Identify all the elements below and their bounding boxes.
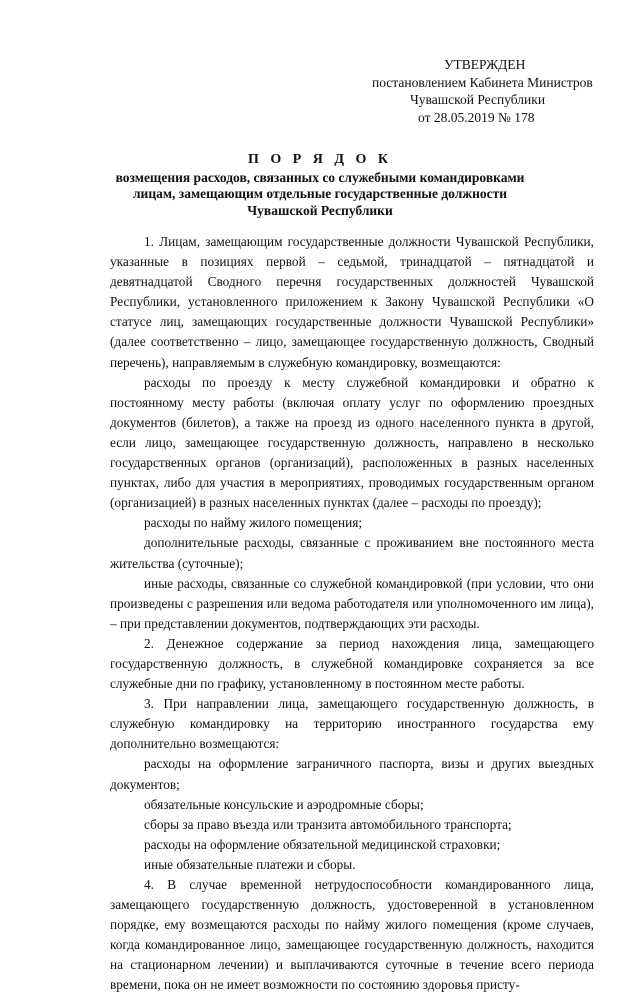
paragraph-passport-visa: расходы на оформление заграничного паспорта, визы и других выездных документов;	[110, 756, 594, 792]
approval-line-republic: Чувашской Республики	[410, 92, 546, 107]
paragraph-4: 4. В случае временной нетрудоспособности командированного лица, замещающего государственную должность, удостоверенной в установленном порядке, ему возмещаются расходы по найму жилого помещения (кроме случаев, когда командированное лицо, замещающее государственную должность, находится на стационарном лечении) и выплачиваются суточные в течение всего периода времени, пока он не имеет возможности по состоянию здоровья присту-	[110, 877, 594, 993]
paragraph-daily-allowance: дополнительные расходы, связанные с проживанием вне постоянного места жительства (суточные);	[110, 535, 594, 571]
approval-line-date-number: от 28.05.2019 № 178	[418, 109, 535, 125]
paragraph-2: 2. Денежное содержание за период нахождения лица, замещающего государственную должность, в служебной командировке сохраняется за все служебные дни по графику, установленному в постоянном месте работы.	[110, 635, 594, 692]
approval-title: УТВЕРЖДЕН	[444, 57, 526, 72]
paragraph-travel-expenses: расходы по проезду к месту служебной командировки и обратно к постоянному месту работы (включая оплату услуг по оформлению проездных документов (билетов), а также на проезд из одного населенного пункта в другой, если лицо, замещающее государственную должность, направлено в несколько государственных органов (организаций), расположенных в разных населенных пунктах, либо для участия в мероприятиях, проводимых государственным органом (организацией) в разных населенных пунктах (далее – расходы по проезду);	[110, 374, 594, 511]
heading-line-2: лицам, замещающим отдельные государственные должности	[132, 186, 508, 201]
paragraph-1: 1. Лицам, замещающим государственные должности Чувашской Республики, указанные в позициях первой – седьмой, тринадцатой – пятнадцатой и девятнадцатой Сводного перечня государственных должностей Чувашской Республики, установленного приложением к Закону Чувашской Республики «О статусе лиц, замещающих государственные должности Чувашской Республики» (далее соответственно – лицо, замещающее государственную должность, Сводный перечень), направляемым в служебную командировку, возмещаются:	[110, 234, 594, 370]
paragraph-3: 3. При направлении лица, замещающего государственную должность, в служебную командировку на территорию иностранного государства ему дополнительно возмещаются:	[110, 696, 594, 752]
paragraph-consular-fees: обязательные консульские и аэродромные сборы;	[144, 796, 424, 812]
approval-line-authority: постановлением Кабинета Министров	[372, 74, 593, 90]
paragraph-medical-insurance: расходы на оформление обязательной медицинской страховки;	[144, 836, 501, 852]
heading-line-1: возмещения расходов, связанных со служебными командировками	[115, 169, 525, 185]
paragraph-other-payments: иные обязательные платежи и сборы.	[144, 856, 356, 872]
document-title: П О Р Я Д О К	[247, 152, 393, 167]
document-body	[110, 232, 594, 996]
paragraph-housing: расходы по найму жилого помещения;	[144, 515, 363, 531]
document-heading	[110, 152, 530, 219]
approval-stamp	[372, 56, 622, 126]
heading-line-3: Чувашской Республики	[247, 202, 393, 218]
paragraph-other-expenses: иные расходы, связанные со служебной командировкой (при условии, что они произведены с разрешения или ведома работодателя или уполномоченного им лица), – при представлении документов, подтверждающих эти расходы.	[110, 575, 594, 631]
paragraph-transit-fees: сборы за право въезда или транзита автомобильного транспорта;	[144, 816, 512, 832]
